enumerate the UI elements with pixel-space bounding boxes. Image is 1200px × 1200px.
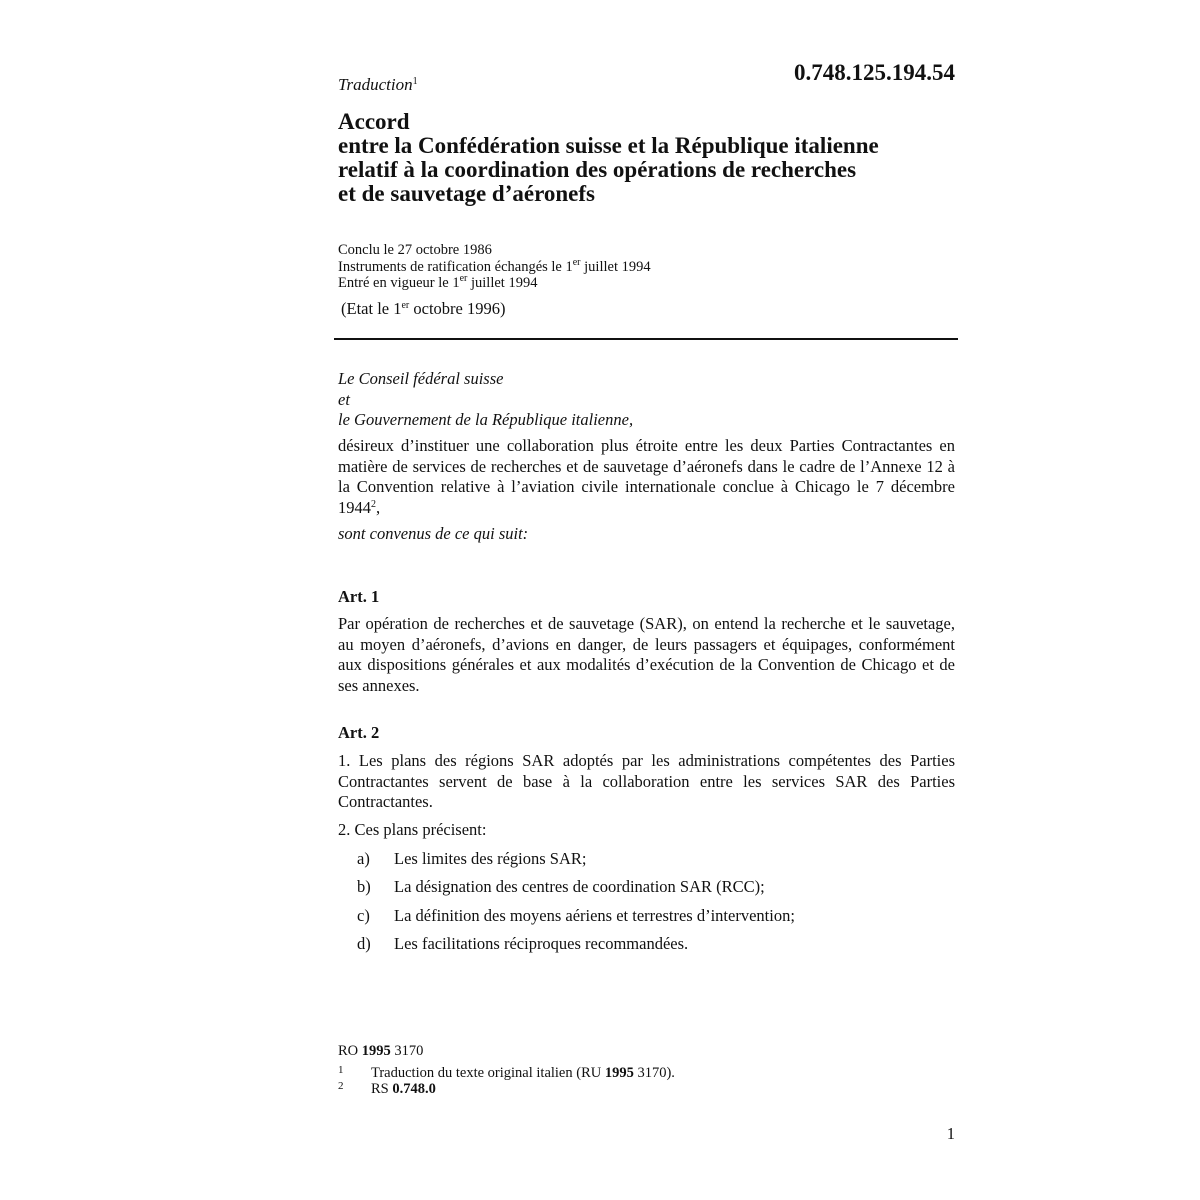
official-compilation-ref: RO 1995 3170 <box>338 1043 424 1059</box>
header-divider <box>334 338 958 340</box>
list-item: a) Les limites des régions SAR; <box>357 849 587 868</box>
ratification-date: Instruments de ratification échangés le 1er juillet 1994 <box>338 256 651 275</box>
page-number: 1 <box>946 1124 955 1143</box>
article-1-text: Par opération de recherches et de sauvetage (SAR), on entend la recherche et le sauvetage, au moyen d’aéronefs, d’avions en danger, de leurs passagers et équipages, conformément aux dispositions générales et aux modalités d’exécution de la Convention de Chicago et de ses annexes. <box>338 614 955 695</box>
footnote-ref-2[interactable]: 2 <box>371 498 376 510</box>
contracting-parties <box>338 369 633 431</box>
concluded-date: Conclu le 27 octobre 1986 <box>338 242 492 258</box>
entry-into-force-date: Entré en vigueur le 1er juillet 1994 <box>338 273 538 291</box>
list-item: d) Les facilitations réciproques recommandées. <box>357 934 689 953</box>
agreed-clause: sont convenus de ce qui suit: <box>338 524 529 543</box>
article-2-heading: Art. 2 <box>338 723 380 742</box>
party-conjunction: et <box>338 389 350 409</box>
list-item: c) La définition des moyens aériens et terrestres d’intervention; <box>357 906 795 925</box>
article-2-paragraph-1: 1. Les plans des régions SAR adoptés par les administrations compétentes des Parties Contractantes servent de base à la collaboration entre les services SAR des Parties Contractantes. <box>338 751 955 811</box>
article-1-heading: Art. 1 <box>338 587 380 606</box>
dates-block <box>338 242 651 292</box>
footnote-1: 1 Traduction du texte original italien (RU 1995 3170). <box>338 1064 675 1081</box>
party-swiss: Le Conseil fédéral suisse <box>338 369 504 388</box>
article-2-paragraph-2: 2. Ces plans précisent: <box>338 820 487 839</box>
list-item: b) La désignation des centres de coordination SAR (RCC); <box>357 877 765 896</box>
title-line: Accord <box>338 109 410 134</box>
status-date: (Etat le 1er octobre 1996) <box>341 299 506 318</box>
document-number: 0.748.125.194.54 <box>794 60 955 85</box>
title-line: relatif à la coordination des opérations de recherches <box>338 157 857 182</box>
translation-label <box>338 75 418 95</box>
translation-text: Traduction <box>338 75 413 94</box>
party-italian: le Gouvernement de la République italienne, <box>338 410 634 429</box>
title-line: et de sauvetage d’aéronefs <box>338 181 595 206</box>
title-line: entre la Confédération suisse et la République italienne <box>338 133 879 158</box>
document-title <box>338 110 879 206</box>
footnote-ref-1[interactable]: 1 <box>412 76 418 87</box>
preamble-paragraph: désireux d’instituer une collaboration plus étroite entre les deux Parties Contractantes en matière de services de recherches et de sauvetage d’aéronefs dans le cadre de l’Annexe 12 à la Convention relative à l’aviation civile internationale conclue à Chicago le 7 décembre 1944$^2$, <box>338 436 955 517</box>
footnote-2: 2 RS 0.748.0 <box>338 1080 436 1097</box>
